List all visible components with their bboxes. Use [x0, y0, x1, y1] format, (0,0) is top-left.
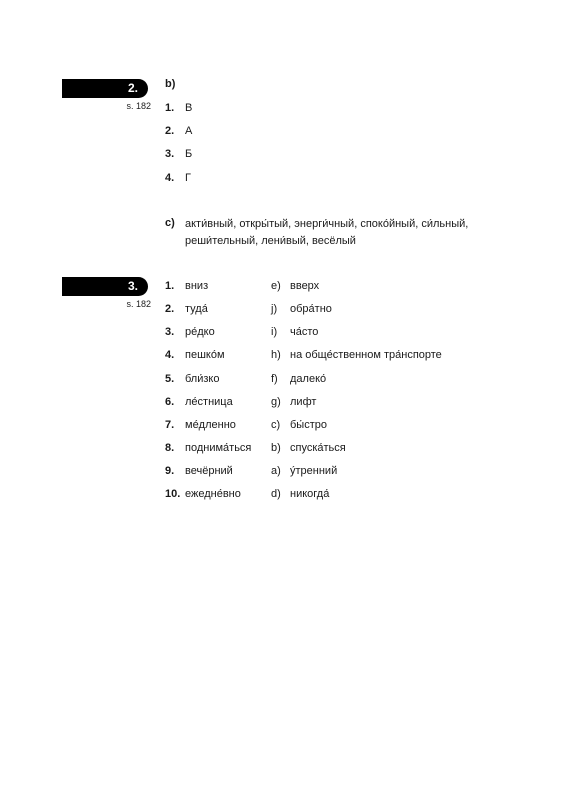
item-number: 4. [165, 349, 175, 361]
item-answer: никогда́ [290, 488, 330, 500]
page-reference: s. 182 [126, 101, 151, 111]
item-answer: ча́сто [290, 326, 319, 338]
exercise-number-badge: 3. [62, 277, 148, 296]
item-number: 9. [165, 465, 175, 477]
part-label-b: b) [165, 78, 176, 90]
item-answer: на обще́ственном тра́нспорте [290, 349, 442, 361]
part-label-c: c) [165, 217, 175, 229]
item-number: 3. [165, 326, 175, 338]
item-letter: f) [271, 373, 278, 385]
item-letter: c) [271, 419, 281, 431]
item-number: 5. [165, 373, 175, 385]
item-letter: e) [271, 280, 281, 292]
item-answer: вверх [290, 280, 320, 292]
item-word: ме́дленно [185, 419, 236, 431]
item-word: вниз [185, 280, 209, 292]
item-answer: далеко́ [290, 373, 327, 385]
adjectives-text: акти́вный, откры́тый, энерги́чный, споко́йный, си́льный, реши́тельный, лени́вый, весёлый [185, 218, 469, 247]
item-answer: Г [185, 172, 191, 184]
item-answer: у́тренний [290, 465, 338, 477]
item-answer: В [185, 102, 193, 114]
item-word: ре́дко [185, 326, 215, 338]
item-letter: j) [271, 303, 278, 315]
item-number: 10. [165, 488, 181, 500]
item-letter: i) [271, 326, 278, 338]
item-answer: А [185, 125, 193, 137]
item-number: 2. [165, 125, 175, 137]
exercise-number-badge: 2. [62, 79, 148, 98]
item-number: 8. [165, 442, 175, 454]
item-word: ежедне́вно [185, 488, 241, 500]
item-number: 1. [165, 280, 175, 292]
item-answer: бы́стро [290, 419, 327, 431]
item-answer: Б [185, 148, 193, 160]
item-letter: h) [271, 349, 281, 361]
page-reference: s. 182 [126, 299, 151, 309]
item-answer: спуска́ться [290, 442, 346, 454]
item-number: 2. [165, 303, 175, 315]
item-number: 7. [165, 419, 175, 431]
item-number: 3. [165, 148, 175, 160]
item-letter: d) [271, 488, 281, 500]
item-word: ле́стница [185, 396, 233, 408]
item-word: бли́зко [185, 373, 220, 385]
item-number: 4. [165, 172, 175, 184]
item-answer: обра́тно [290, 303, 332, 315]
item-word: пешко́м [185, 349, 225, 361]
item-letter: b) [271, 442, 281, 454]
item-answer: лифт [290, 396, 317, 408]
item-letter: a) [271, 465, 281, 477]
item-word: поднима́ться [185, 442, 252, 454]
item-number: 1. [165, 102, 175, 114]
item-word: туда́ [185, 303, 208, 315]
item-number: 6. [165, 396, 175, 408]
item-letter: g) [271, 396, 281, 408]
item-word: вечёрний [185, 465, 233, 477]
